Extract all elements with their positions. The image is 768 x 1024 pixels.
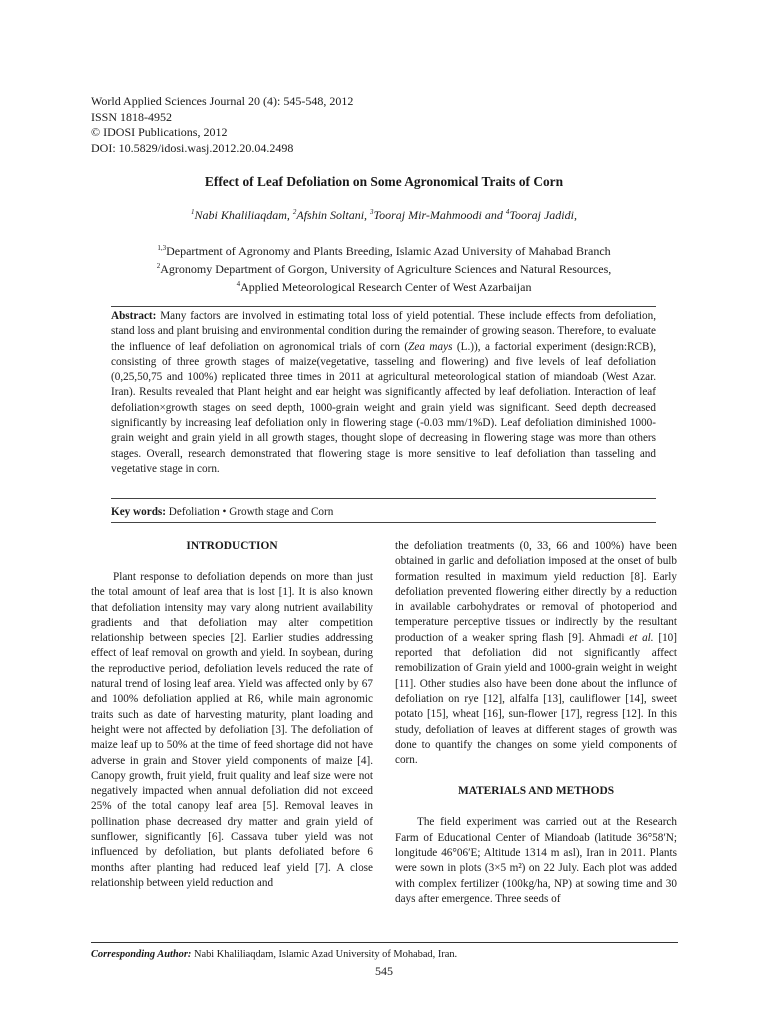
affiliation-1-sup: 1,3 [157, 244, 167, 252]
abstract-block [111, 309, 656, 477]
introduction-continued-text-1: the defoliation treatments (0, 33, 66 and 100%) have been obtained in garlic and defoliation imposed at the onset of bulb formation resulted in maximum yield reduction [8]. Early defoliation prevented flowering either directly by a reduction in available carbohydrates or removal of photoperiod and temperature perceptive tissues or indirectly by the resultant production of a weaker spring flash [9]. Ahmadi [395, 540, 677, 644]
left-column [91, 539, 373, 891]
author-2-name: Afshin Soltani, [296, 208, 371, 222]
author-1-name: Nabi Khaliliaqdam, [194, 208, 293, 222]
keywords [111, 506, 333, 518]
author-4-name: Tooraj Jadidi, [509, 208, 577, 222]
corresponding-author-text: Nabi Khaliliaqdam, Islamic Azad University of Mohabad, Iran. [191, 949, 458, 960]
abstract-label: Abstract: [111, 310, 157, 322]
abstract-text-1: Many factors are involved in estimating total loss of yield potential. These include effects from defoliation, stand loss and plant bruising and environmental condition during the remainder of growing season. Therefore, to evaluate the influence of leaf defoliation on agronomical trials of corn ( [111, 310, 656, 353]
page-number: 545 [375, 964, 393, 978]
introduction-paragraph-1: Plant response to defoliation depends on more than just the total amount of leaf area that is lost [1]. It is also known that defoliation intensity may vary along nutrient availability gradients and that defoliation may alter competition relationship between species [2]. Earlier studies addressing effect of leaf removal on growth and yield. In soybean, during the reproductive period, defoliation levels reduced the rate of natural trend of losing leaf area. Yield was affected only by 67 and 100% defoliation applied at R6, while main agronomic traits such as date of harvesting maturity, plant loading and height were not affected by defoliation [3]. The defoliation of maize leaf up to 50% at the time of feed shortage did not have adverse in grain and Stover yield components of maize [4]. Canopy growth, fruit yield, fruit quality and leaf size were not negatively impacted when annual defoliation did not exceed 25% of the total canopy leaf area [5]. Removal leaves in pollination phase decreased dry matter and grain yield of sunflower, significantly [6]. Cassava tuber yield was not influenced by defoliation, but plants defoliated before 6 months after planting had reduced leaf yield [7]. A close relationship between yield reduction and [91, 571, 373, 889]
author-list [0, 208, 768, 223]
author-4-sup: 4 [505, 208, 510, 216]
methods-heading: MATERIALS AND METHODS [457, 785, 615, 798]
journal-issn: ISSN 1818-4952 [91, 109, 173, 124]
et-al: et al. [629, 631, 654, 644]
corresponding-author-label: Corresponding Author: [91, 949, 192, 960]
introduction-paragraph-continued [395, 539, 677, 768]
keywords-items: Defoliation • Growth stage and Corn [166, 506, 334, 518]
journal-citation: World Applied Sciences Journal 20 (4): 545-548, 2012 [91, 94, 354, 108]
author-3-name: Tooraj Mir-Mahmoodi and [373, 208, 506, 222]
paper-title: Effect of Leaf Defoliation on Some Agronomical Traits of Corn [204, 174, 564, 189]
abstract-text-2: (L.)), a factorial experiment (design:RCB), consisting of three growth stages of maize(vegetative, tasseling and flowering) and five levels of leaf defoliation (0,25,50,75 and 100%) replicated three times in 2011 at agricultural meteorological station of miandoab (West Azar. Iran). Results revealed that Plant height and ear height was significantly affected by leaf defoliation. Interaction of leaf defoliation×growth stages on seed depth, 1000-grain weight and grain yield was significant. Seed depth decreased significantly by increasing leaf defoliation only in flowering stage (-0.03 mm/1%D). Leaf defoliation diminished 1000-grain weight and grain yield in all growth stages, thought slope of decreasing in flowering stage was more than others stages. Overall, research demonstrated that flowering stage is more sensitive to leaf defoliation than tasseling and vegetative stage in corn. [111, 340, 657, 475]
author-2-sup: 2 [292, 208, 297, 216]
affiliation-list [0, 242, 768, 296]
journal-publisher: © IDOSI Publications, 2012 [91, 125, 228, 139]
keywords-label: Key words: [111, 506, 166, 518]
abstract-top-rule [111, 306, 656, 307]
methods-paragraph-1: The field experiment was carried out at the Research Farm of Educational Center of Miandoab (latitude 36°58′N; longitude 46°06′E; Altitude 1314 m asl), Iran in 2011. Plants were sown in plots (3×5 m²) on 22 July. Each plot was added with complex fertilizer (100kg/ha, NP) at sowing time and 30 days after emergence. Three seeds of [395, 816, 677, 905]
affiliation-3-text: Applied Meteorological Research Center of West Azarbaijan [240, 280, 532, 294]
abstract-species: Zea mays [408, 340, 453, 353]
author-1-sup: 1 [191, 208, 195, 216]
introduction-continued-text-2: [10] reported that defoliation did not significantly affect remobilization of Grain yield and 1000-grain weight in weight [11]. Other studies also have been done about the influnce of defoliation on rye [12], alfalfa [13], cauliflower [14], sweet potato [15], wheat [16], sun-flower [17], regress [12]. In this study, defoliation of leaves at different stages of growth was done to quantify the changes on some yield components of corn. [395, 631, 678, 767]
right-column [395, 539, 677, 907]
affiliation-1-text: Department of Agronomy and Plants Breeding, Islamic Azad University of Mahabad Branch [166, 244, 611, 258]
affiliation-3-sup: 4 [236, 280, 241, 288]
affiliation-2 [0, 260, 768, 278]
keywords-bottom-rule [111, 522, 656, 523]
introduction-heading: INTRODUCTION [186, 540, 278, 552]
abstract-bottom-rule [111, 498, 656, 499]
journal-doi: DOI: 10.5829/idosi.wasj.2012.20.04.2498 [91, 140, 294, 155]
affiliation-2-text: Agronomy Department of Gorgon, University of Agriculture Sciences and Natural Resources, [160, 262, 612, 276]
affiliation-3 [0, 278, 768, 296]
footer-rule [91, 942, 678, 943]
journal-header [91, 94, 353, 156]
corresponding-author [91, 949, 457, 960]
author-3-sup: 3 [370, 208, 374, 216]
affiliation-2-sup: 2 [156, 262, 161, 270]
affiliation-1 [0, 242, 768, 260]
